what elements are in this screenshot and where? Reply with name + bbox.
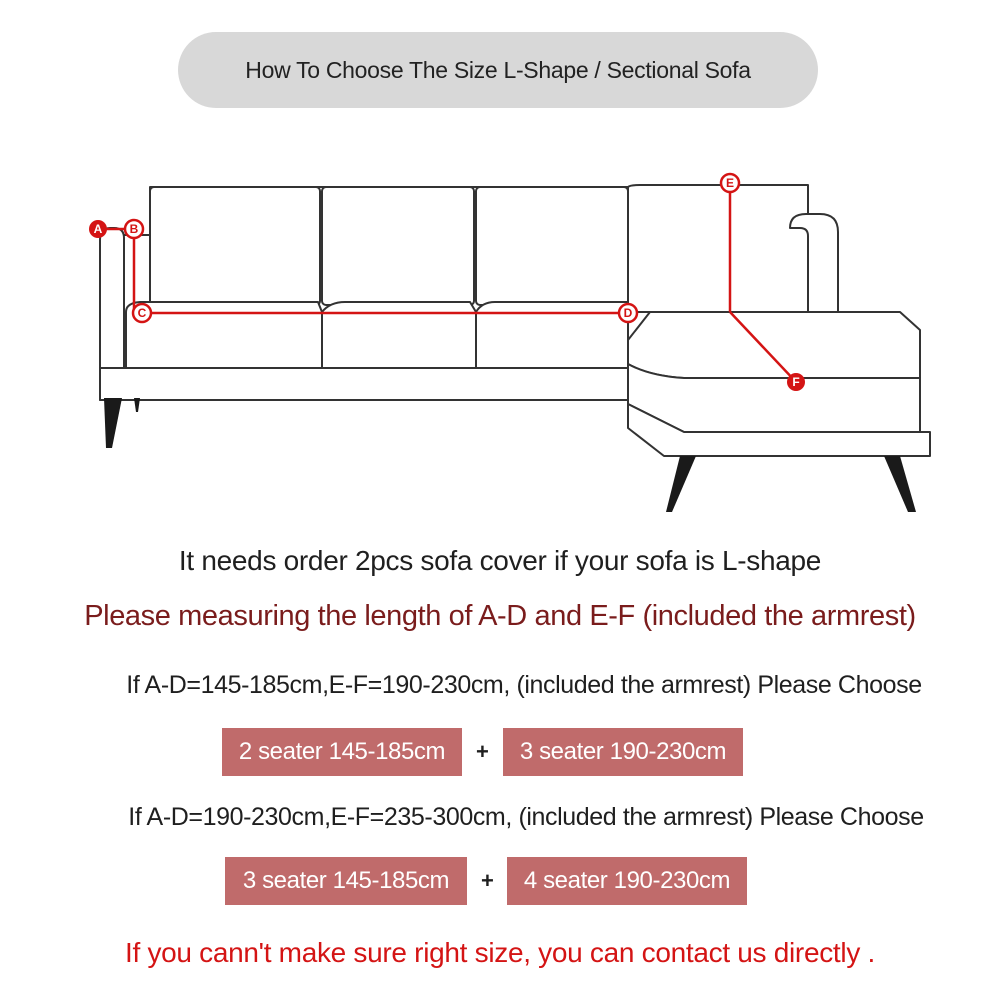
point-f-marker [787,373,805,391]
sofa-leg-chaise-right [884,456,916,512]
option-2-second-tag: 4 seater 190-230cm [507,857,747,905]
point-e-label: E [725,176,735,190]
sofa-leg-left [104,398,122,448]
measure-instruction: Please measuring the length of A-D and E-F (included the armrest) [84,600,916,632]
order-note: It needs order 2pcs sofa cover if your sofa is L-shape [178,545,822,576]
sofa-leg-mid [134,398,140,412]
point-d-label: D [623,306,633,320]
chaise-seat-top [628,312,920,378]
back-cushion-3 [476,187,628,305]
option-1-condition: If A-D=145-185cm,E-F=190-230cm, (included the armrest) Please Choose [126,671,922,699]
chaise-back [628,185,808,312]
page-title: How To Choose The Size L-Shape / Sectional Sofa [245,56,751,83]
point-f-label: F [792,375,800,389]
option-2-plus: + [481,868,494,893]
point-a-label: A [93,222,103,236]
point-a-marker [89,220,107,238]
option-1-plus: + [476,739,489,764]
back-cushion-1 [150,187,320,305]
point-b-label: B [129,222,139,236]
point-c-label: C [137,306,147,320]
contact-note: If you cann't make sure right size, you can contact us directly . [125,937,875,968]
point-b-marker [125,220,143,238]
back-cushion-2 [322,187,474,305]
option-2-condition: If A-D=190-230cm,E-F=235-300cm, (included the armrest) Please Choose [128,803,924,831]
option-1-first-tag: 2 seater 145-185cm [222,728,462,776]
point-c-marker [133,304,151,322]
point-d-marker [619,304,637,322]
sofa-base [100,368,628,400]
option-2-first-tag: 3 seater 145-185cm [225,857,467,905]
option-1-second-tag: 3 seater 190-230cm [503,728,743,776]
point-e-marker [721,174,739,192]
sofa-leg-chaise-left [666,456,696,512]
